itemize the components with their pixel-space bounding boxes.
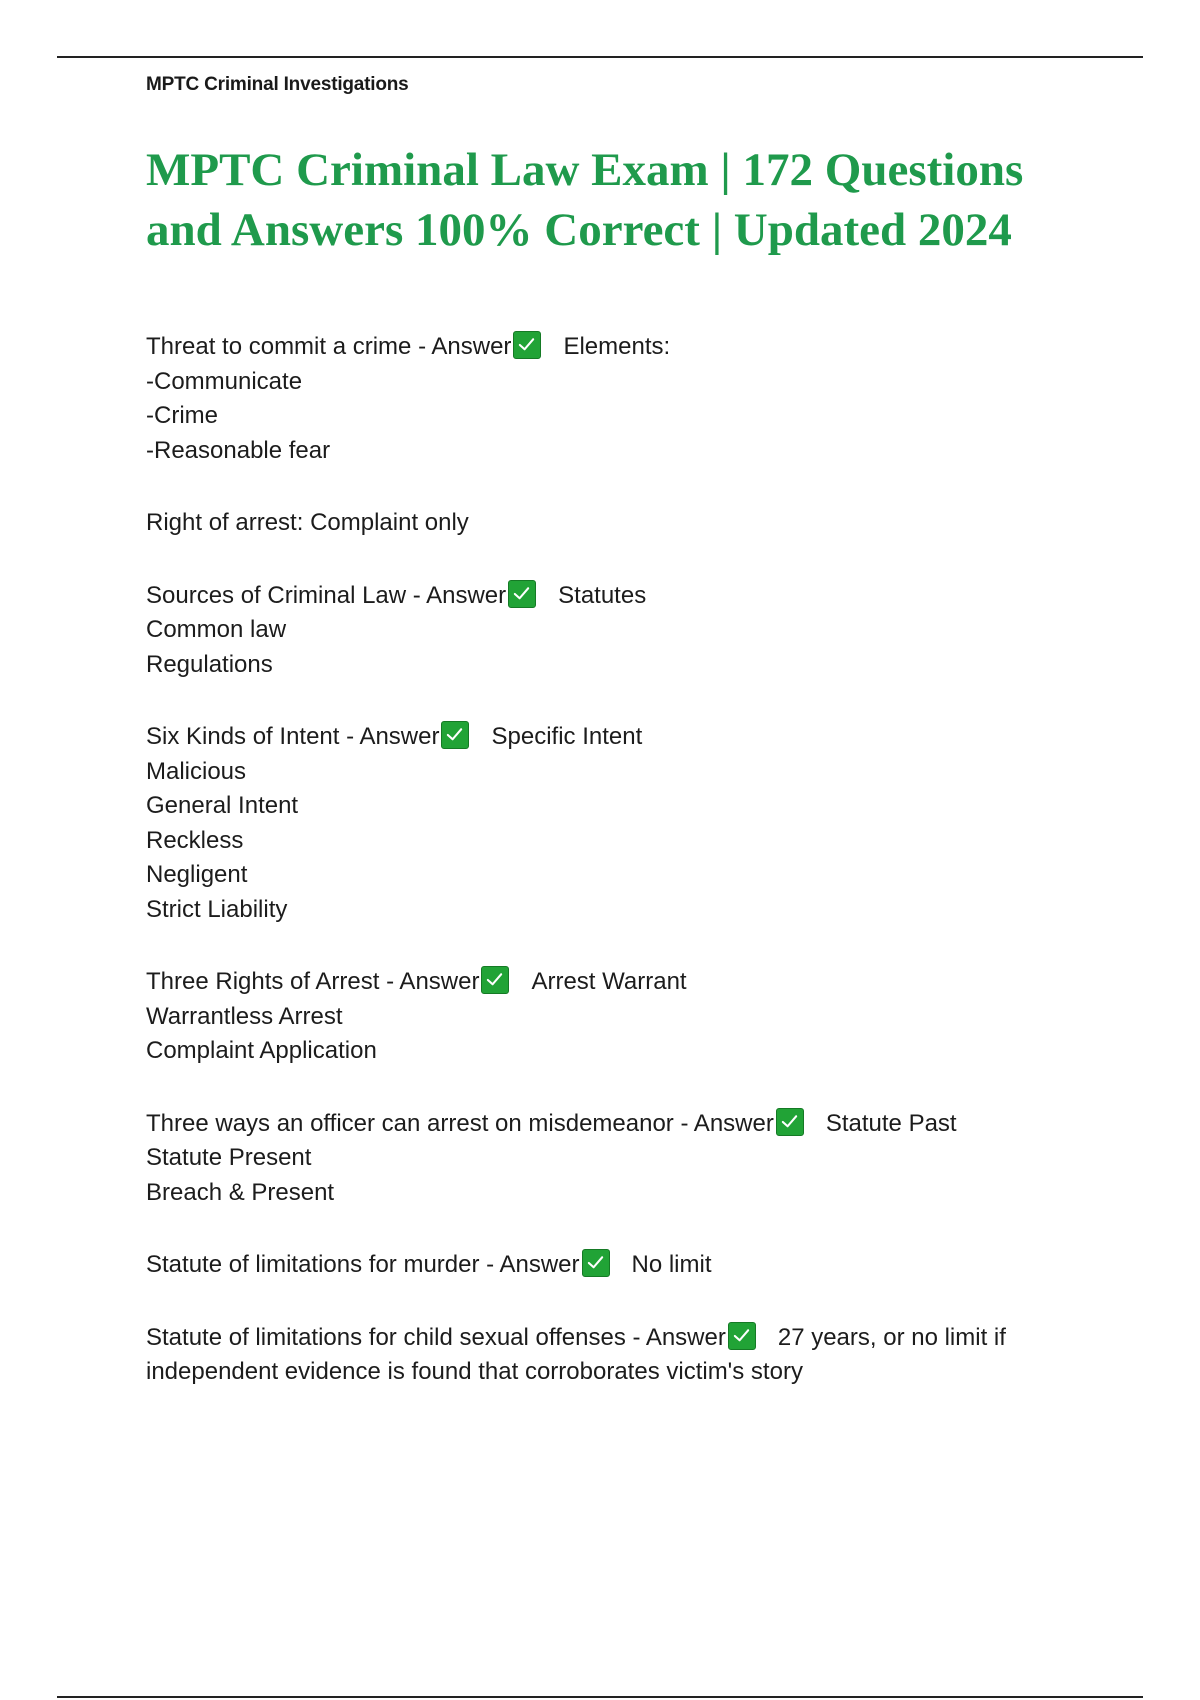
answer-line: Strict Liability [146,895,288,923]
bottom-rule [57,1696,1143,1698]
answer-line: independent evidence is found that corroborates victim's story [146,1358,803,1385]
answer-line: General Intent [146,792,299,819]
note-entry [146,506,1106,541]
answer-line: Malicious [146,757,247,785]
check-mark-icon [776,1108,804,1136]
running-header: MPTC Criminal Investigations [146,74,409,95]
question-text: Statute of limitations for murder - Answer [146,1251,580,1278]
title-line-1: MPTC Criminal Law Exam | 172 Questions [146,144,1024,196]
answer-text: Elements: [563,333,671,360]
answer-text: No limit [631,1251,712,1278]
question-text: Three ways an officer can arrest on misdemeanor - Answer [146,1109,774,1137]
check-mark-icon [582,1249,610,1277]
qa-entry [146,1248,1106,1283]
answer-line: -Communicate [146,367,303,395]
top-rule [57,56,1143,58]
answer-line: -Crime [146,402,218,429]
document-title [146,140,1106,260]
question-text: Sources of Criminal Law - Answer [146,581,507,609]
answer-line: Warrantless Arrest [146,1002,343,1030]
check-mark-icon [728,1322,756,1350]
check-mark-icon [513,331,541,359]
question-text: Threat to commit a crime - Answer [146,333,512,360]
question-text: Statute of limitations for child sexual offenses - Answer [146,1323,726,1351]
qa-entry [146,330,1106,468]
answer-line: -Reasonable fear [146,436,331,464]
answer-text: 27 years, or no limit if [777,1323,1006,1351]
qa-entry [146,1107,1106,1211]
question-line [146,330,1106,365]
question-line [146,579,1106,614]
question-line [146,1248,1106,1283]
question-line [146,1321,1106,1356]
answer-line: Breach & Present [146,1178,335,1206]
qa-entry [146,579,1106,683]
note-text: Right of arrest: Complaint only [146,509,469,536]
qa-list [146,330,1106,1428]
question-line [146,1107,1106,1142]
answer-text: Arrest Warrant [531,968,687,995]
check-mark-icon [481,966,509,994]
question-text: Six Kinds of Intent - Answer [146,723,440,750]
answer-text: Specific Intent [491,723,643,750]
answer-text: Statutes [558,581,647,609]
title-line-2: and Answers 100% Correct | Updated 2024 [146,204,1012,256]
qa-entry [146,1321,1106,1390]
answer-line: Complaint Application [146,1037,377,1064]
qa-entry [146,965,1106,1069]
check-mark-icon [508,580,536,608]
answer-line: Common law [146,616,287,643]
answer-line: Negligent [146,861,248,888]
question-line [146,720,1106,755]
question-text: Three Rights of Arrest - Answer [146,968,480,995]
qa-entry [146,720,1106,927]
answer-line: Regulations [146,650,273,678]
check-mark-icon [441,721,469,749]
answer-line: Statute Present [146,1144,312,1171]
answer-line: Reckless [146,826,244,854]
answer-text: Statute Past [825,1109,957,1137]
question-line [146,965,1106,1000]
